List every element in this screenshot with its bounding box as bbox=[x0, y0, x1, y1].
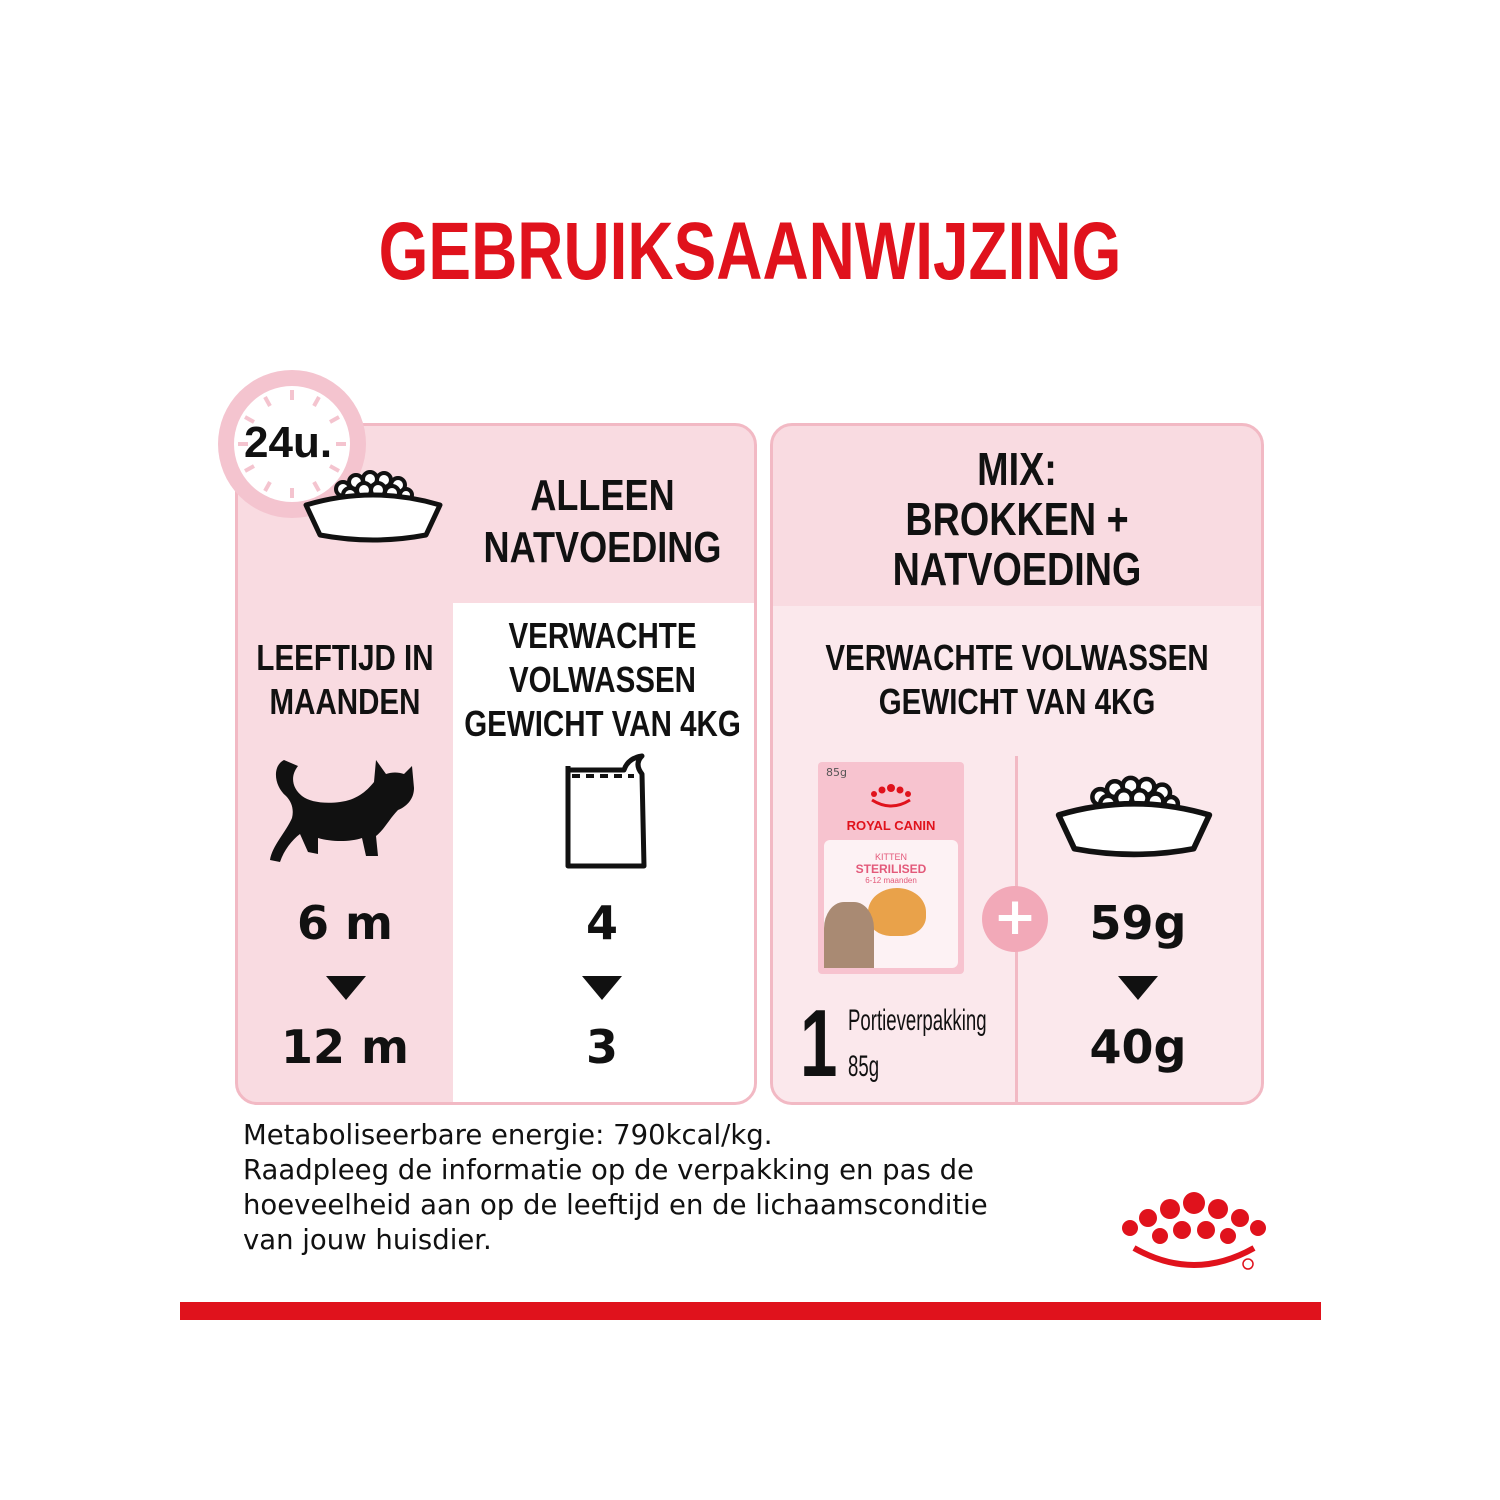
kibble-bowl-icon bbox=[1048, 770, 1220, 860]
label-line: VERWACHTE bbox=[508, 615, 697, 656]
label-line: VERWACHTE VOLWASSEN bbox=[825, 637, 1209, 678]
label-line: MAANDEN bbox=[269, 681, 421, 722]
pouch-product-line: STERILISED bbox=[855, 862, 927, 876]
label-line: LEEFTIJD IN bbox=[256, 637, 434, 678]
pouch-outline-icon bbox=[562, 752, 652, 872]
weight-label bbox=[819, 636, 1216, 724]
clock-label: 24u. bbox=[244, 418, 333, 467]
feeding-notes bbox=[243, 1118, 1063, 1258]
pouch-weight-label: 85g bbox=[848, 1050, 880, 1083]
kitten-photo bbox=[824, 902, 874, 968]
weight-label bbox=[461, 614, 744, 746]
food-bowl-image bbox=[868, 888, 926, 936]
pouch-from: 4 bbox=[585, 896, 618, 950]
page-title: GEBRUIKSAANWIJZING bbox=[378, 206, 1122, 297]
header-line: NATVOEDING bbox=[483, 523, 722, 572]
product-pouch-image bbox=[818, 762, 964, 974]
dry-from: 59g bbox=[1089, 896, 1187, 950]
kitten-icon bbox=[262, 752, 422, 867]
header-line: BROKKEN + bbox=[905, 493, 1129, 545]
plus-icon: + bbox=[982, 886, 1048, 952]
label-line: GEWICHT VAN 4KG bbox=[878, 681, 1156, 722]
pouch-text: Portieverpakking bbox=[848, 1004, 987, 1037]
age-label bbox=[251, 636, 440, 724]
right-panel-header bbox=[831, 444, 1203, 594]
pouch-brand: ROYAL CANIN bbox=[846, 818, 936, 833]
kibble-bowl-icon bbox=[298, 465, 448, 545]
label-line: GEWICHT VAN 4KG bbox=[464, 703, 741, 744]
dry-to: 40g bbox=[1089, 1020, 1187, 1074]
down-arrow-icon bbox=[326, 976, 366, 1000]
label-line: VOLWASSEN bbox=[508, 659, 696, 700]
note-line: Metaboliseerbare energie: 790kcal/kg. bbox=[243, 1119, 773, 1151]
age-to: 12 m bbox=[281, 1020, 409, 1074]
royal-canin-crown-logo bbox=[868, 782, 914, 812]
left-panel-header bbox=[461, 470, 744, 574]
pouch-weight: 85g bbox=[826, 766, 847, 779]
age-from: 6 m bbox=[297, 896, 393, 950]
royal-canin-crown-logo bbox=[1116, 1190, 1272, 1276]
down-arrow-icon bbox=[1118, 976, 1158, 1000]
header-line: MIX: bbox=[977, 443, 1057, 495]
pouch-product-line: KITTEN bbox=[874, 852, 907, 862]
header-line: ALLEEN bbox=[530, 471, 675, 520]
pouch-count: 1 bbox=[800, 990, 838, 1097]
header-line: NATVOEDING bbox=[892, 543, 1142, 595]
footer-red-bar bbox=[180, 1302, 1321, 1320]
down-arrow-icon bbox=[582, 976, 622, 1000]
pouch-product-line: 6-12 maanden bbox=[865, 876, 917, 885]
note-line: hoeveelheid aan op de leeftijd en de lichaamsconditie bbox=[243, 1189, 988, 1221]
note-line: van jouw huisdier. bbox=[243, 1224, 492, 1256]
pouch-to: 3 bbox=[585, 1020, 618, 1074]
note-line: Raadpleeg de informatie op de verpakking en pas de bbox=[243, 1154, 974, 1186]
